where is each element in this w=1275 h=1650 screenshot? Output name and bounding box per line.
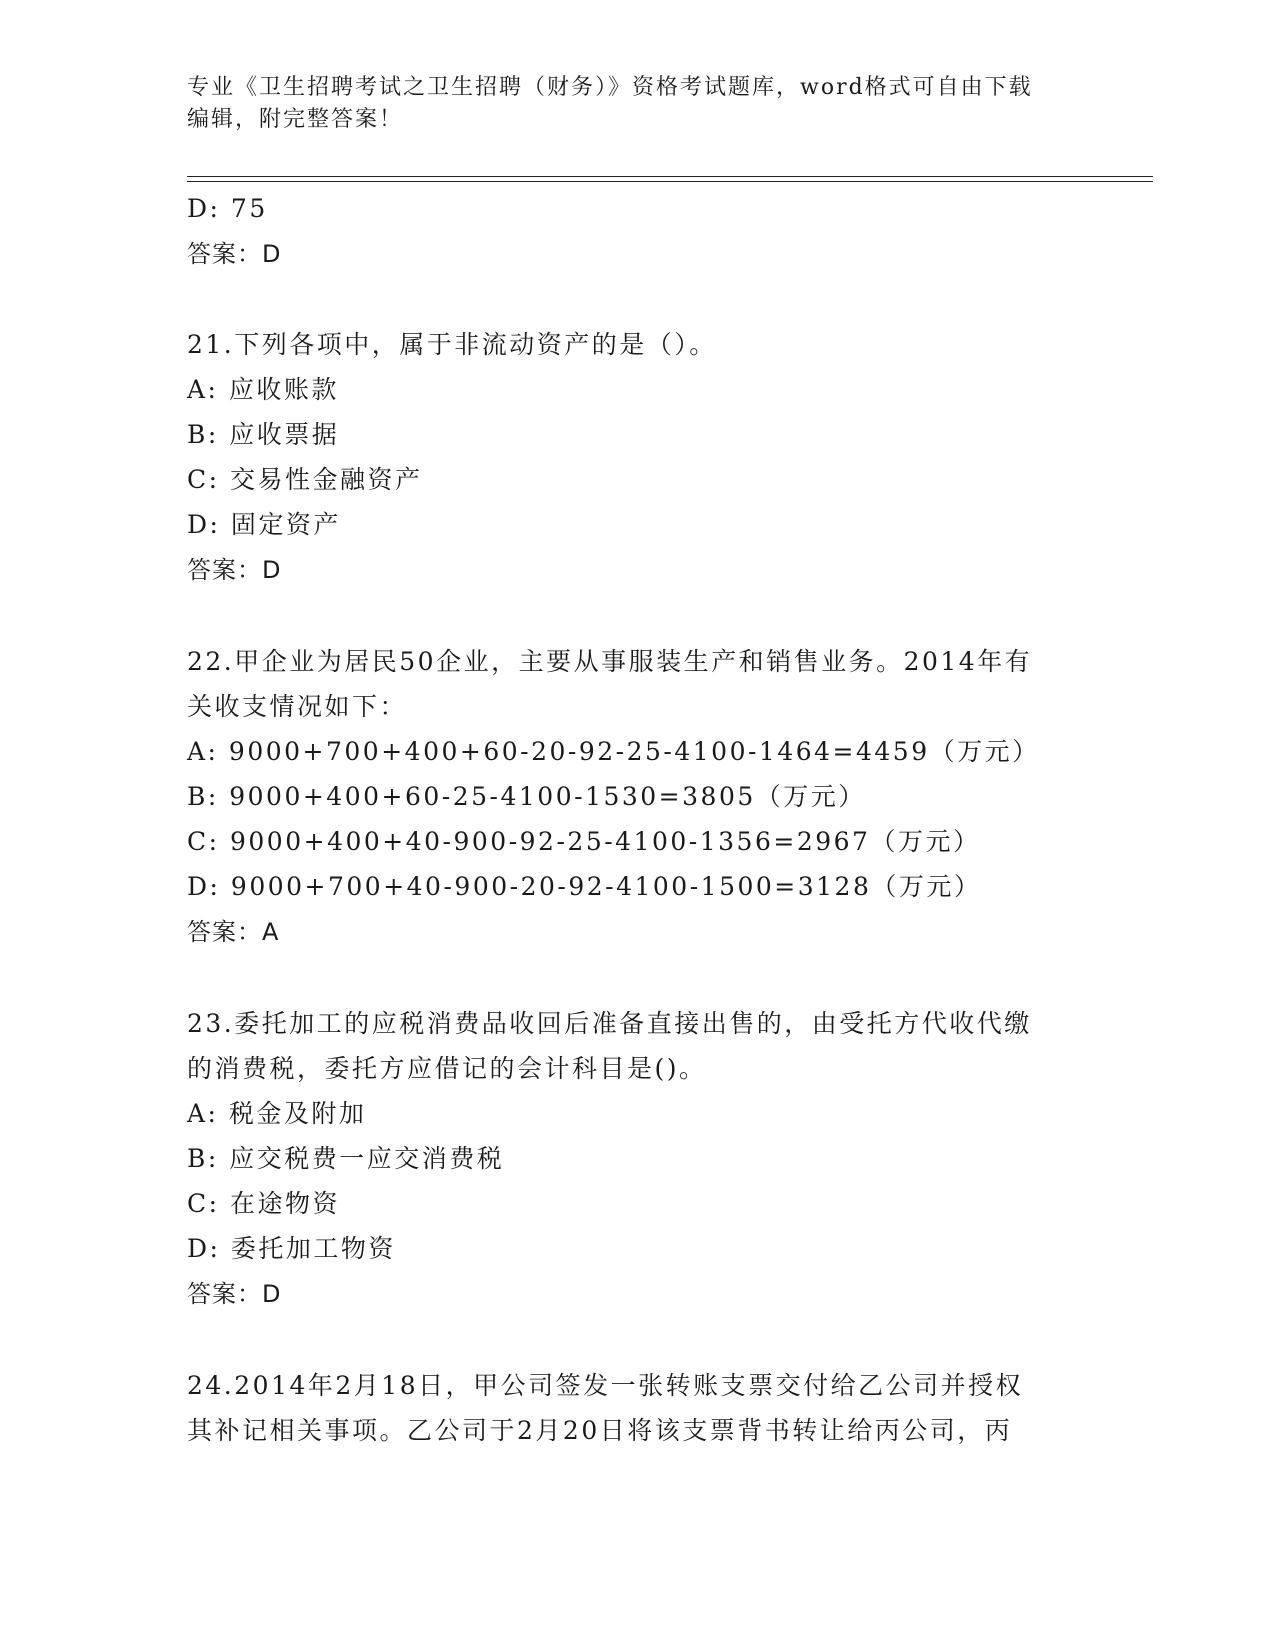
q21-stem: 21.下列各项中，属于非流动资产的是（）。 [187, 330, 717, 359]
q23-answer: 答案：D [187, 1280, 282, 1308]
header-line-1: 专业《卫生招聘考试之卫生招聘（财务）》资格考试题库，word格式可自由下载 [187, 75, 1033, 100]
q24-stem-line-2: 其补记相关事项。乙公司于2月20日将该支票背书转让给丙公司，丙 [187, 1416, 1013, 1445]
q23-stem-line-2: 的消费税，委托方应借记的会计科目是()。 [187, 1054, 707, 1083]
q22-option-d: D: 9000+700+40-900-20-92-4100-1500=3128（万元） [187, 872, 982, 901]
q23-option-c: C: 在途物资 [187, 1189, 340, 1218]
q22-stem-line-2: 关收支情况如下： [187, 692, 408, 721]
document-header [187, 72, 1067, 136]
q23-option-b: B: 应交税费一应交消费税 [187, 1144, 505, 1173]
prev-option-d: D: 75 [187, 194, 268, 223]
q22-option-b: B: 9000+400+60-25-4100-1530=3805（万元） [187, 782, 866, 811]
q22-stem-line-1: 22.甲企业为居民50企业，主要从事服装生产和销售业务。2014年有 [187, 647, 1033, 676]
q21-option-d: D: 固定资产 [187, 510, 341, 539]
prev-answer: 答案：D [187, 240, 282, 268]
header-divider [187, 176, 1153, 182]
q22-answer: 答案：A [187, 918, 280, 946]
q21-option-b: B: 应收票据 [187, 420, 340, 449]
q23-stem-line-1: 23.委托加工的应税消费品收回后准备直接出售的，由受托方代收代缴 [187, 1009, 1032, 1038]
q24-stem-line-1: 24.2014年2月18日，甲公司签发一张转账支票交付给乙公司并授权 [187, 1371, 1024, 1400]
q21-answer: 答案：D [187, 556, 282, 584]
q21-option-a: A: 应收账款 [187, 375, 339, 404]
q22-option-c: C: 9000+400+40-900-92-25-4100-1356=2967（万元） [187, 827, 981, 856]
q22-option-a: A: 9000+700+400+60-20-92-25-4100-1464=4459（万元） [187, 737, 1040, 766]
q23-option-d: D: 委托加工物资 [187, 1234, 396, 1263]
q23-option-a: A: 税金及附加 [187, 1099, 367, 1128]
q21-option-c: C: 交易性金融资产 [187, 465, 423, 494]
header-line-2: 编辑，附完整答案！ [187, 107, 404, 132]
